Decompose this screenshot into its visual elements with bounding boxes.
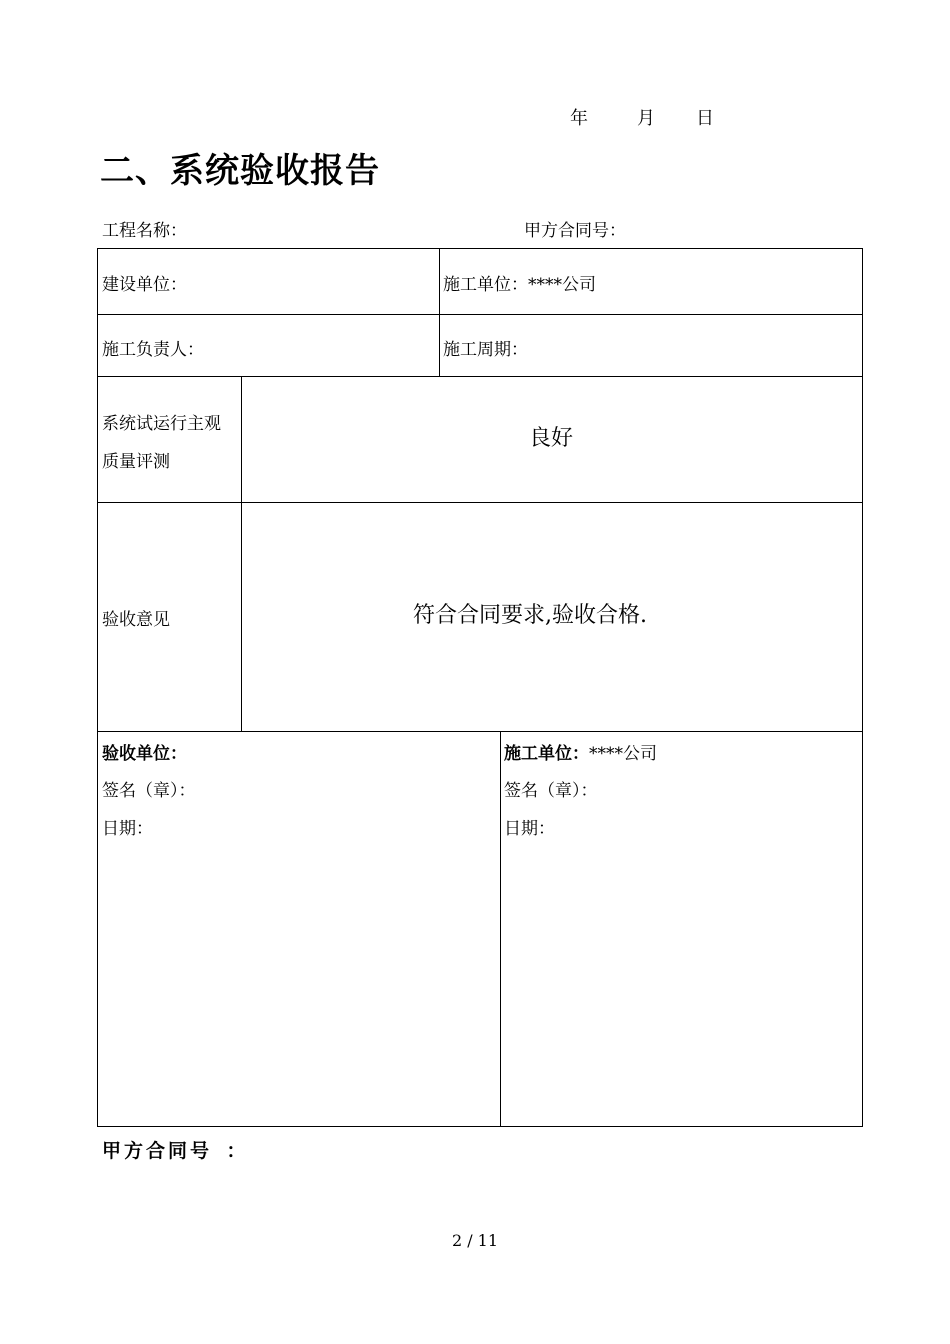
construction-unit-value: ****公司: [528, 275, 596, 295]
left-date-label: 日期：: [102, 819, 153, 839]
contract-no-label: 甲方合同号：: [524, 221, 626, 241]
trial-run-value: 良好: [529, 426, 574, 451]
construction-unit-label: 施工单位：: [443, 275, 528, 295]
date-day-label: 日: [696, 108, 714, 129]
acceptance-opinion-label: 验收意见: [102, 610, 170, 630]
trial-run-label-line1: 系统试运行主观: [102, 414, 221, 434]
right-unit-value: ****公司: [589, 744, 657, 764]
page-number: 2 / 11: [451, 1231, 499, 1250]
build-unit-label: 建设单位：: [102, 275, 187, 295]
construction-period-label: 施工周期：: [443, 340, 528, 360]
right-date-label: 日期：: [504, 819, 555, 839]
left-sign-label: 签名（章）：: [102, 781, 196, 801]
construction-leader-label: 施工负责人：: [102, 340, 204, 360]
acceptance-opinion-value: 符合合同要求,验收合格.: [413, 603, 647, 628]
construction-unit-cell: [443, 270, 596, 295]
footer-contract-label: 甲方合同号 ：: [102, 1140, 249, 1162]
right-sign-label: 签名（章）：: [504, 781, 598, 801]
date-year-label: 年: [570, 108, 588, 129]
left-unit-label: 验收单位：: [102, 744, 187, 764]
trial-run-label-line2: 质量评测: [102, 452, 170, 472]
right-unit-cell: [504, 739, 657, 764]
page-title: 二、系统验收报告: [100, 151, 380, 191]
date-month-label: 月: [637, 108, 655, 129]
project-name-label: 工程名称：: [102, 221, 187, 241]
right-unit-label: 施工单位：: [504, 744, 589, 764]
